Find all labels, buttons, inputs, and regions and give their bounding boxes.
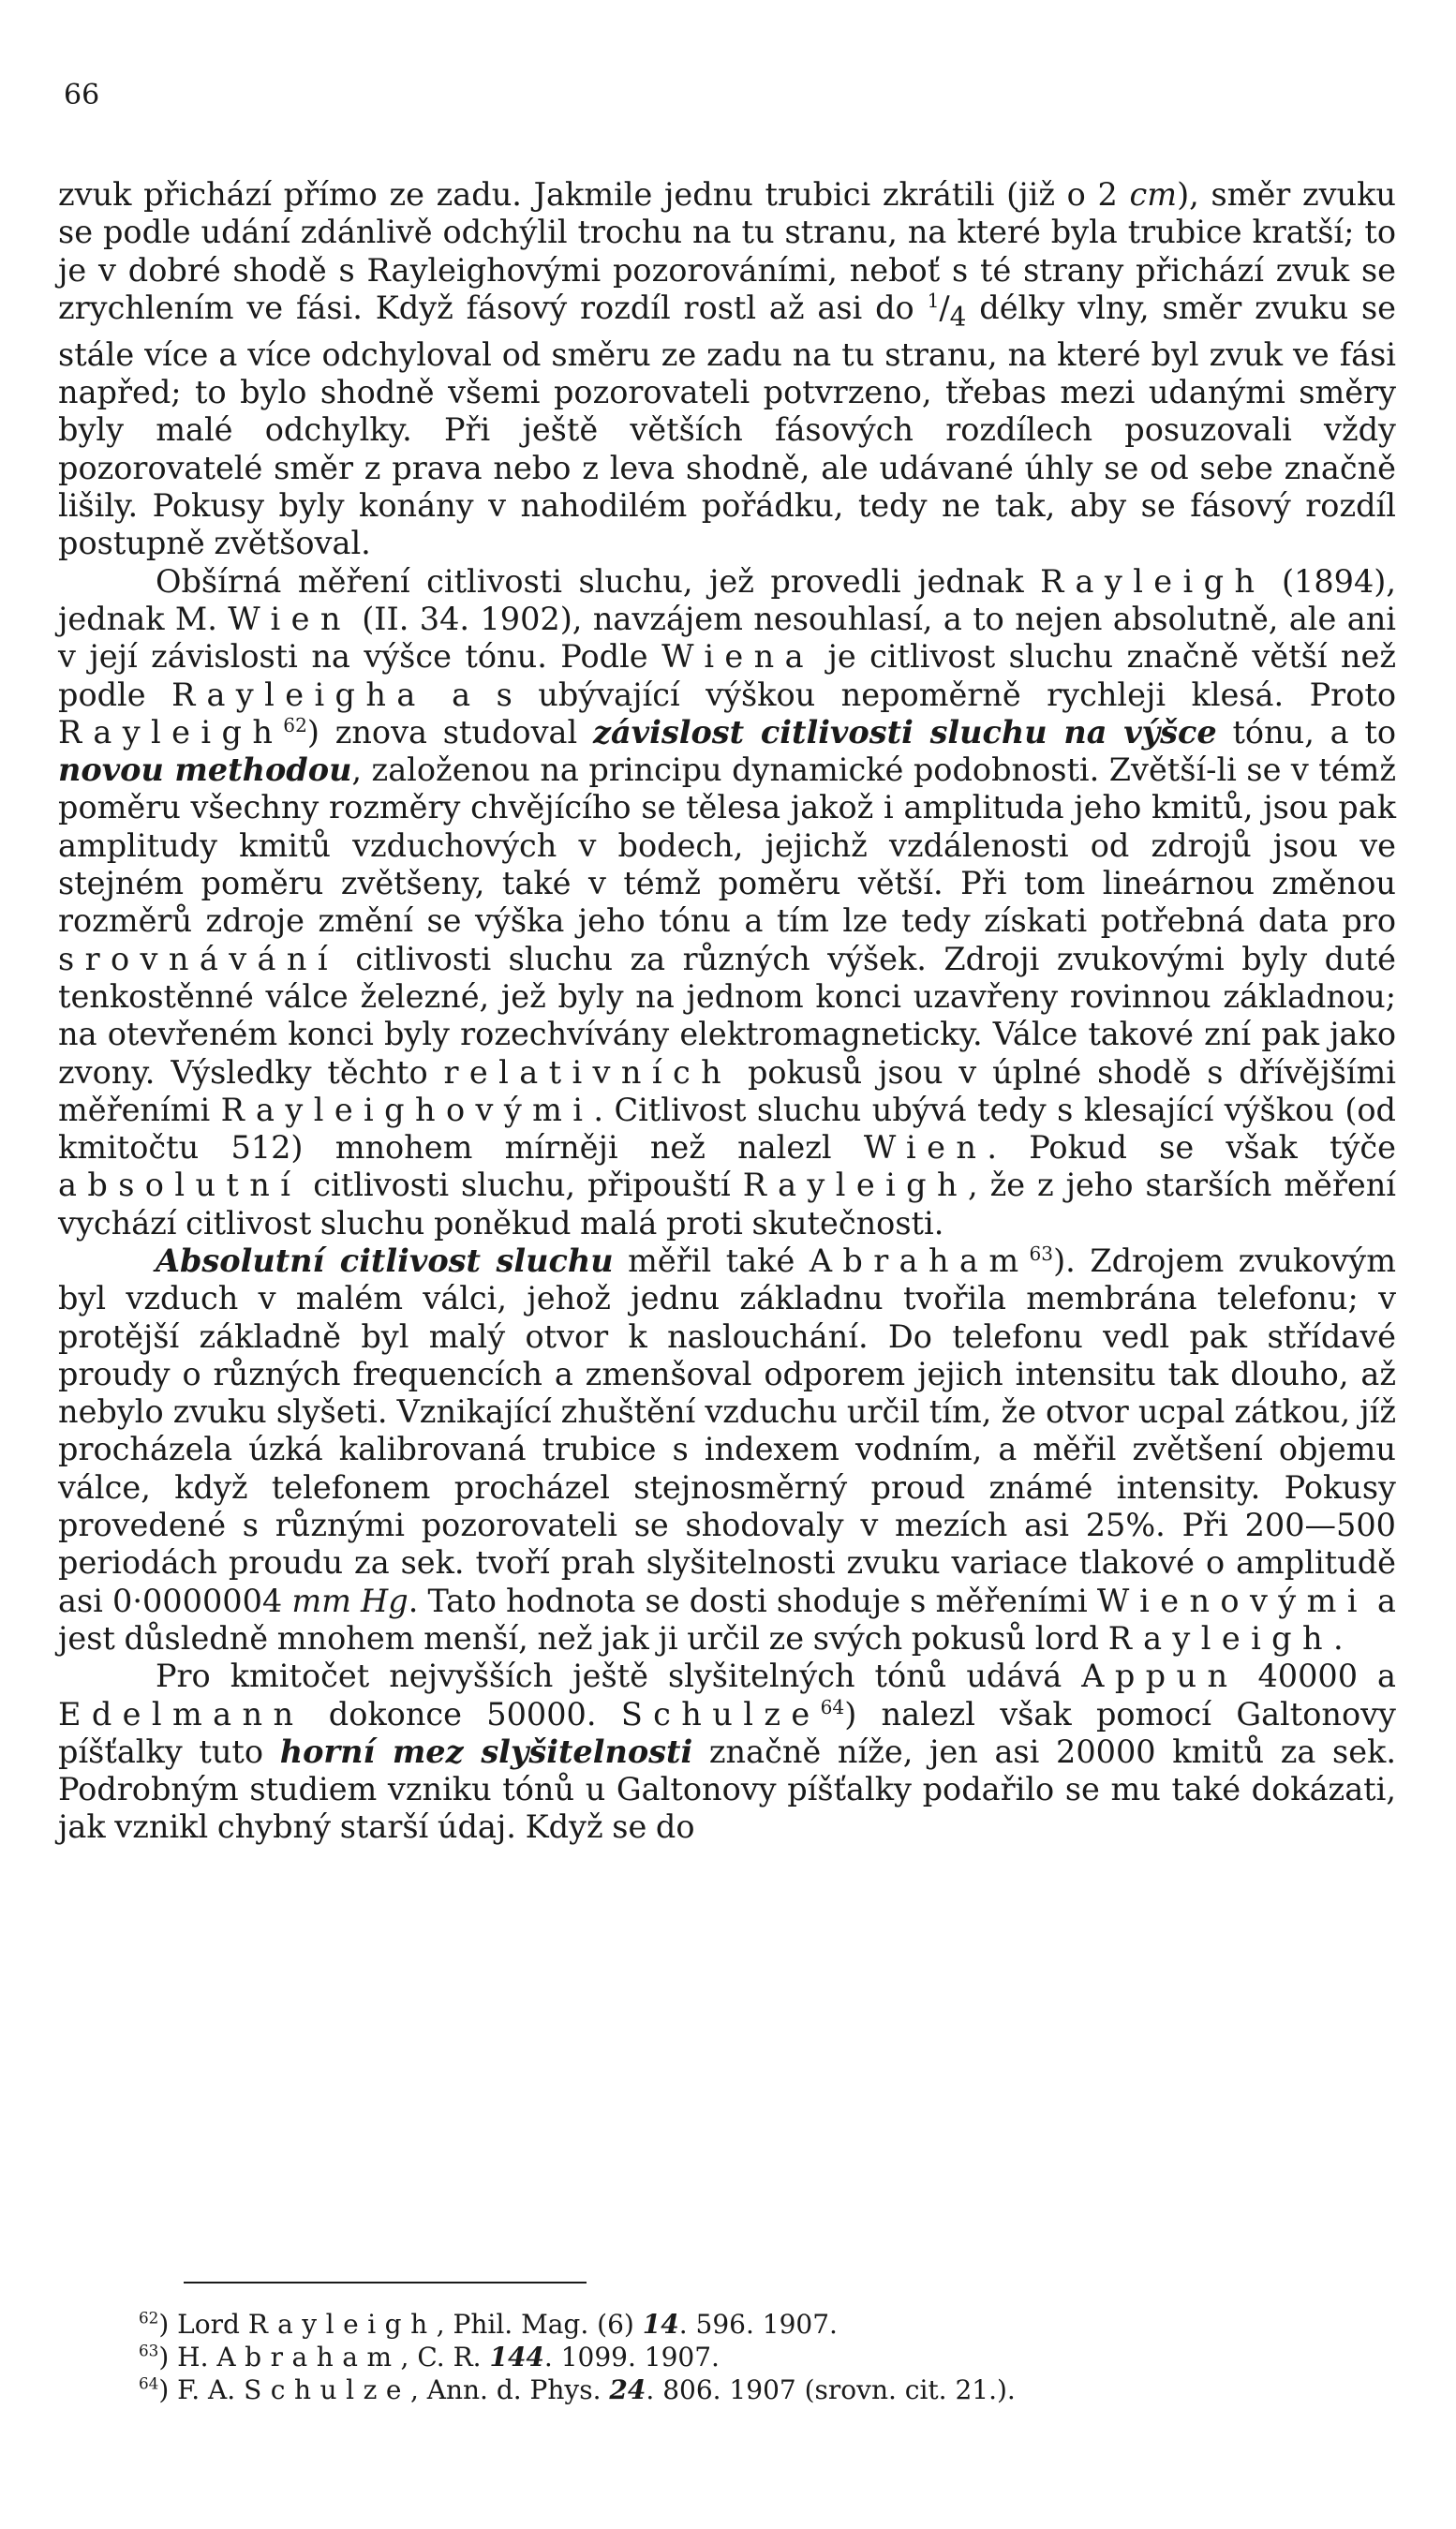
emphasis-text: novou methodou bbox=[58, 751, 352, 789]
emphasis-text: 14 bbox=[642, 2309, 679, 2340]
footnote bbox=[139, 2373, 1357, 2406]
spaced-name: Rayleigh bbox=[742, 1167, 968, 1204]
text-run: . bbox=[1332, 1619, 1344, 1657]
spaced-name: Abraham bbox=[216, 2342, 401, 2373]
superscript: 64 bbox=[139, 2373, 159, 2393]
subscript: 4 bbox=[949, 301, 967, 333]
emphasis-text: horní mez slyšitelnosti bbox=[279, 1733, 693, 1770]
paragraph bbox=[58, 1242, 1396, 1658]
text-run: ). Zdrojem zvukovým byl vzduch v malém válci, jehož jednu základnu tvořila membrána telefonu; v protější základně byl malý otvor k naslouchání. Do telefonu vedl pak střídavé proudy o různých frequencích a zmenšoval odporem jejich intensitu tak dlouho, až nebylo zvuku slyšeti. Vznikající zhuštění vzduchu určil tím, že otvor ucpal zátkou, jíž procházela úzká kalibrovaná trubice s indexem vodním, a měřil zvětšení objemu válce, když telefonem procházel stejnosměrný proud známé intensity. Pokusy provedené s různými pozorovateli se shodovaly v mezích asi 25%. Při 200—500 periodách proudu za sek. tvoří prah slyšitelnosti zvuku variace tlakové o amplitudě asi 0·0000004 bbox=[58, 1242, 1396, 1619]
spaced-name: Appun bbox=[1081, 1658, 1239, 1695]
text-run: (1894), jednak M. bbox=[58, 562, 1396, 637]
spaced-name: Rayleigh bbox=[247, 2309, 437, 2340]
spaced-name: Rayleigh bbox=[58, 713, 284, 751]
text-run: ) F. A. bbox=[158, 2374, 245, 2405]
spaced-name: Edelmann bbox=[58, 1695, 305, 1733]
text-run: . Citlivost sluchu ubývá tedy s klesající výškou (od kmitočtu 512) mnohem mírněji než nalezl bbox=[58, 1091, 1396, 1167]
text-run: citlivosti sluchu, připouští bbox=[301, 1167, 743, 1204]
superscript: 64 bbox=[820, 1695, 845, 1718]
spaced-name: Schulze bbox=[620, 1695, 821, 1733]
footnote-divider bbox=[184, 2282, 587, 2284]
paragraph bbox=[58, 563, 1396, 1242]
text-run: . 596. 1907. bbox=[678, 2309, 838, 2340]
text-run: . Pokud se však týče bbox=[987, 1129, 1396, 1167]
text-run: měřil také bbox=[613, 1242, 810, 1279]
text-run: a s ubývající výškou nepoměrně rychleji klesá. Proto bbox=[425, 676, 1396, 713]
spaced-name: Abraham bbox=[809, 1242, 1030, 1279]
text-run: tónu, a to bbox=[1216, 713, 1396, 751]
superscript: 62 bbox=[283, 713, 307, 736]
spaced-name: Rayleigh bbox=[1107, 1619, 1333, 1657]
text-run: (II. 34. 1902), navzájem nesouhlasí, a to nejen absolutně, ale ani v její závislosti na výšce tónu. Podle bbox=[58, 600, 1396, 676]
spaced-name: Schulze bbox=[244, 2374, 410, 2405]
emphasis-text: 144 bbox=[489, 2342, 544, 2373]
italic-text: cm bbox=[1129, 176, 1178, 213]
paragraph bbox=[58, 1658, 1396, 1846]
text-run: ) nalezl však pomocí Galtonovy píšťalky tuto bbox=[58, 1695, 1396, 1770]
text-run: značně níže, jen asi 20000 kmitů za sek. Podrobným studiem vzniku tónů u Galtonovy píšťalky podařilo se mu také dokázati, jak vznikl chybný starší údaj. Když se do bbox=[58, 1733, 1396, 1846]
footnote bbox=[139, 2308, 1357, 2341]
superscript: 63 bbox=[1029, 1242, 1054, 1265]
page-number: 66 bbox=[64, 79, 100, 112]
spaced-name: Wien bbox=[228, 600, 351, 637]
emphasis-text: Absolutní citlivost sluchu bbox=[156, 1242, 614, 1279]
spaced-name: Rayleigh bbox=[1040, 562, 1266, 600]
spaced-name: Wien bbox=[863, 1129, 988, 1167]
text-run: pokusů jsou v úplné shodě s dřívějšími měřeními bbox=[58, 1053, 1396, 1128]
text-run: , C. R. bbox=[400, 2342, 490, 2373]
text-run: ) Lord bbox=[158, 2309, 248, 2340]
spaced-name: Rayleigha bbox=[171, 676, 426, 713]
footnotes bbox=[139, 2308, 1357, 2406]
italic-text: mm Hg bbox=[291, 1582, 409, 1619]
spaced-name: absolutní bbox=[58, 1167, 302, 1204]
text-run: , založenou na principu dynamické podobnosti. Zvětší-li se v témž poměru všechny rozměry chvějícího se tělesa jakož i amplituda jeho kmitů, jsou pak amplitudy kmitů vzduchových v bodech, jejichž vzdálenosti od zdrojů jsou ve stejném poměru zvětšeny, také v témž poměru větší. Při tom lineárnou změnou rozměrů zdroje změní se výška jeho tónu a tím lze tedy získati potřebná data pro bbox=[58, 751, 1396, 940]
text-run: / bbox=[939, 289, 950, 326]
text-run: citlivosti sluchu za různých výšek. Zdroji zvukovými byly duté tenkostěnné válce železné, jež byly na jednom konci uzavřeny rovinnou základnou; na otevřeném konci byly rozechvívány elektromagneticky. Válce takové zní pak jako zvony. Výsledky těchto bbox=[58, 940, 1396, 1091]
spaced-name: srovnávání bbox=[58, 940, 338, 977]
text-run: . 806. 1907 (srovn. cit. 21.). bbox=[646, 2374, 1016, 2405]
emphasis-text: závislost citlivosti sluchu na výšce bbox=[592, 713, 1217, 751]
text-run: a jest důsledně mnohem menší, než jak ji určil ze svých pokusů lord bbox=[58, 1582, 1397, 1657]
text-run: dokonce 50000. bbox=[304, 1695, 621, 1733]
text-run: . 1099. 1907. bbox=[543, 2342, 720, 2373]
text-run: ) znova studoval bbox=[306, 713, 593, 751]
text-run: je citlivost sluchu značně větší než podle bbox=[58, 638, 1396, 713]
superscript: 1 bbox=[927, 289, 940, 312]
text-run: ), směr zvuku se podle udání zdánlivě odchýlil trochu na tu stranu, na které byla trubice kratší; to je v dobré shodě s Rayleighovými pozorováními, neboť s té strany přichází zvuk se zrychlením ve fási. Když fásový rozdíl rostl až asi do bbox=[58, 176, 1397, 326]
text-run: ) H. bbox=[158, 2342, 217, 2373]
text-run: , Ann. d. Phys. bbox=[409, 2374, 610, 2405]
text-run: délky vlny, směr zvuku se stále více a více odchyloval od směru ze zadu na tu stranu, na které byl zvuk ve fási napřed; to bylo shodně všemi pozorovateli potvrzeno, třebas mezi udanými směry byly malé odchylky. Při ještě větších fásových rozdílech posuzovali vždy pozorovatelé směr z prava nebo z leva shodně, ale udávané úhly se od sebe značně lišily. Pokusy byly konány v nahodilém pořádku, tedy ne tak, aby se fásový rozdíl postupně zvětšoval. bbox=[58, 289, 1396, 562]
spaced-name: relativních bbox=[443, 1053, 733, 1091]
text-run: , že z jeho starších měření vychází citlivost sluchu poněkud malá proti skutečnosti. bbox=[58, 1167, 1396, 1242]
text-run: , Phil. Mag. (6) bbox=[436, 2309, 643, 2340]
body-text bbox=[58, 176, 1396, 1847]
spaced-name: Wiena bbox=[661, 638, 814, 676]
text-run: 40000 a bbox=[1238, 1658, 1396, 1695]
footnote bbox=[139, 2341, 1357, 2373]
text-run: Pro kmitočet nejvyšších ještě slyšitelných tónů udává bbox=[156, 1658, 1082, 1695]
superscript: 62 bbox=[139, 2308, 159, 2328]
emphasis-text: 24 bbox=[609, 2374, 646, 2405]
spaced-name: Wienovými bbox=[1096, 1582, 1368, 1619]
text-run: zvuk přichází přímo ze zadu. Jakmile jednu trubici zkrátili (již o 2 bbox=[58, 176, 1130, 213]
spaced-name: Rayleighovými bbox=[220, 1091, 594, 1128]
superscript: 63 bbox=[139, 2341, 159, 2360]
paragraph bbox=[58, 176, 1396, 563]
text-run: . Tato hodnota se dosti shoduje s měřeními bbox=[408, 1582, 1097, 1619]
text-run: Obšírná měření citlivosti sluchu, jež provedli jednak bbox=[156, 562, 1041, 600]
